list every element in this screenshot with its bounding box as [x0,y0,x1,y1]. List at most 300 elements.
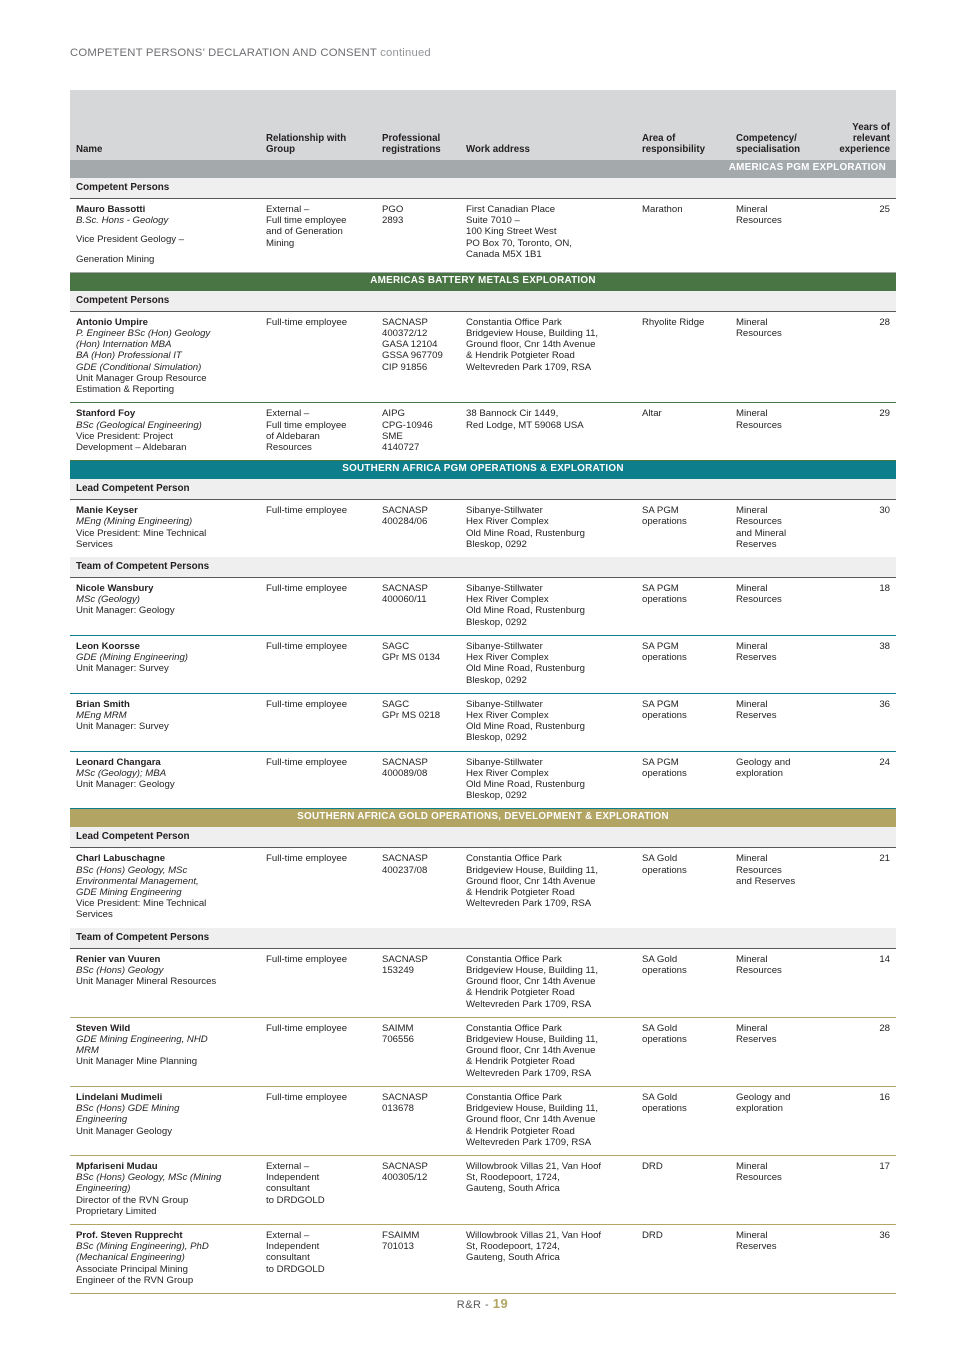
cell-work-address [466,1086,642,1155]
cell-relationship-text [266,699,376,710]
column-header-competency-line1: Competency/ [736,133,797,145]
cell-registrations-text-line: SACNASP [382,582,428,594]
table-row [70,848,896,928]
cell-relationship-text-line: of Aldebaran [266,430,320,442]
cell-work-address-text [466,699,636,744]
cell-relationship-text [266,641,376,652]
cell-relationship [266,311,382,403]
cell-work-address-text-line: Sibanye-Stillwater [466,640,543,652]
person-qualification-line: MSc (Geology) [76,594,140,606]
cell-years-of-experience: 36 [832,1225,896,1294]
table-row [70,1225,896,1294]
cell-work-address-text-line: Hex River Complex [466,594,549,606]
cell-competency-text [736,853,826,887]
cell-work-address-text-line: Hex River Complex [466,709,549,721]
cell-relationship-text-line: Full-time employee [266,1091,348,1103]
cell-competency-text-line: Resources [736,215,782,227]
cell-registrations-text-line: SACNASP [382,953,428,965]
cell-competency-text-line: Reserves [736,1033,777,1045]
footer-page-number: 19 [492,1296,509,1311]
cell-area-of-responsibility-text [642,853,730,875]
cell-work-address-text-line: PO Box 70, Toronto, ON, [466,237,572,249]
cell-registrations-text-line: AIPG [382,408,405,420]
person-qualification [76,865,260,899]
person-qualification-line: Environmental Management, [76,875,199,887]
cell-competency-text [736,408,826,430]
column-header-years-line3: experience [839,144,890,156]
cell-area-of-responsibility [642,693,736,751]
person-name: Renier van Vuuren [76,953,161,965]
cell-competency [736,311,832,403]
column-header-relationship-line2: Group [266,144,296,156]
person-position [76,431,260,453]
person-qualification-line: GDE (Mining Engineering) [76,652,188,664]
cell-work-address-text [466,204,636,260]
cell-registrations-text [382,954,460,976]
cell-work-address [466,693,642,751]
cell-relationship-text [266,583,376,594]
cell-relationship-text [266,505,376,516]
column-header-name [70,118,266,160]
person-qualification-line: B.Sc. Hons - Geology [76,215,169,227]
cell-competency [736,1086,832,1155]
spacer [76,226,260,234]
cell-relationship-text [266,954,376,965]
person-qualification-line: BSc (Geological Engineering) [76,419,202,431]
column-header-years-line2: relevant [852,133,890,145]
cell-relationship-text-line: to DRDGOLD [266,1194,325,1206]
cell-area-of-responsibility-text [642,1230,730,1241]
cell-person [70,751,266,809]
cell-registrations [382,311,466,403]
section-banner: SOUTHERN AFRICA GOLD OPERATIONS, DEVELOPMENT & EXPLORATION [70,809,896,827]
cell-area-of-responsibility-text [642,1092,730,1114]
cell-area-of-responsibility [642,848,736,928]
table-row [70,199,896,273]
cell-competency-text-line: Mineral [736,1160,768,1172]
person-qualification-line: (Mechanical Engineering) [76,1252,185,1264]
cell-relationship-text-line: Full time employee [266,419,347,431]
person-qualification [76,594,260,605]
person-qualification-line: GDE Mining Engineering, NHD [76,1033,208,1045]
person-name: Steven Wild [76,1022,131,1034]
cell-registrations-text [382,583,460,605]
section-banner-row [70,273,896,291]
person-position-line: Unit Manager: Survey [76,663,169,675]
cell-competency-text-line: Resources [736,419,782,431]
cell-work-address [466,1017,642,1086]
cell-work-address-text-line: Constantia Office Park [466,853,562,865]
table-row [70,1017,896,1086]
group-label: Competent Persons [70,291,896,312]
cell-work-address-text-line: Bleskop, 0292 [466,732,527,744]
cell-work-address-text-line: Suite 7010 – [466,215,520,227]
cell-competency-text [736,699,826,721]
group-label: Team of Competent Persons [70,557,896,578]
cell-area-of-responsibility-text-line: SA PGM [642,505,679,517]
person-qualification [76,215,260,226]
person-position [76,1264,260,1286]
person-position [76,234,260,245]
cell-registrations-text [382,317,460,373]
page-footer [0,1296,965,1311]
column-header-name-line2: Name [76,144,103,156]
cell-competency-text [736,1092,826,1114]
running-header-title: COMPETENT PERSONS’ DECLARATION AND CONSENT [70,47,377,59]
cell-work-address-text-line: Bleskop, 0292 [466,538,527,550]
cell-relationship-text-line: consultant [266,1252,310,1264]
column-header-relationship [266,118,382,160]
cell-person [70,199,266,273]
person-position-line: Development – Aldebaran [76,441,187,453]
cell-work-address-text-line: Weltevreden Park 1709, RSA [466,1136,592,1148]
cell-competency [736,1017,832,1086]
person-qualification-line: P. Engineer BSc (Hon) Geology [76,328,211,340]
cell-registrations-text-line: SAGC [382,698,410,710]
person-position-line: Unit Manager Geology [76,1125,172,1137]
cell-area-of-responsibility-text-line: Altar [642,408,662,420]
cell-years-of-experience: 14 [832,948,896,1017]
cell-competency-text [736,204,826,226]
cell-work-address-text [466,1023,636,1079]
person-name: Leon Koorsse [76,640,140,652]
cell-area-of-responsibility-text-line: SA Gold [642,1022,678,1034]
cell-competency [736,1155,832,1224]
cell-work-address [466,1225,642,1294]
table-header-spacer [70,90,896,118]
cell-registrations-text-line: SAIMM [382,1022,414,1034]
cell-work-address-text [466,757,636,802]
cell-competency-text [736,317,826,339]
cell-work-address-text-line: First Canadian Place [466,204,556,216]
cell-area-of-responsibility [642,311,736,403]
person-qualification-line: (Hon) Internation MBA [76,339,172,351]
person-name: Prof. Steven Rupprecht [76,1230,183,1242]
table-row [70,500,896,557]
cell-area-of-responsibility-text-line: SA PGM [642,756,679,768]
person-position [76,605,260,616]
cell-registrations [382,693,466,751]
cell-relationship [266,199,382,273]
cell-registrations-text-line: 400060/11 [382,594,427,606]
column-header-registrations-line1: Professional [382,133,441,145]
person-position-line: Vice President: Mine Technical [76,898,207,910]
cell-competency-text-line: Reserves [736,652,777,664]
cell-competency-text-line: Mineral [736,505,768,517]
cell-work-address [466,199,642,273]
cell-competency-text-line: Mineral [736,953,768,965]
cell-relationship-text [266,408,376,453]
person-position-line: Unit Manager: Survey [76,721,169,733]
section-banner-row [70,160,896,178]
person-position-line: Unit Manager: Geology [76,779,175,791]
cell-registrations-text-line: SACNASP [382,756,428,768]
person-qualification-line: MSc (Geology); MBA [76,767,167,779]
cell-area-of-responsibility-text [642,699,730,721]
cell-work-address-text-line: 38 Bannock Cir 1449, [466,408,559,420]
cell-area-of-responsibility [642,751,736,809]
cell-years-of-experience: 18 [832,577,896,635]
cell-work-address-text-line: Bridgeview House, Building 11, [466,964,599,976]
column-header-work-address-line2: Work address [466,144,530,156]
cell-work-address-text-line: & Hendrik Potgieter Road [466,1125,575,1137]
cell-relationship [266,1086,382,1155]
cell-work-address-text [466,317,636,373]
section-end-rule-cell [70,1294,896,1295]
cell-area-of-responsibility [642,500,736,557]
cell-person [70,693,266,751]
person-name: Lindelani Mudimeli [76,1091,163,1103]
cell-registrations-text-line: SAGC [382,640,410,652]
person-position [76,1056,260,1067]
cell-registrations-text-line: 400237/08 [382,864,428,876]
cell-area-of-responsibility-text [642,583,730,605]
cell-registrations-text-line: SACNASP [382,316,428,328]
column-header-years-line1: Years of [852,122,890,133]
cell-work-address-text [466,954,636,1010]
person-qualification [76,1172,260,1194]
table-row [70,1086,896,1155]
cell-area-of-responsibility-text [642,505,730,527]
cell-competency-text [736,757,826,779]
cell-competency [736,635,832,693]
cell-area-of-responsibility-text-line: SA Gold [642,853,678,865]
cell-competency-text [736,1230,826,1252]
person-position [76,976,260,987]
section-end-rule [70,1294,896,1295]
cell-competency-text-line: Resources [736,594,782,606]
cell-competency-text-line: Reserves [736,709,777,721]
table-row [70,635,896,693]
cell-registrations-text-line: 4140727 [382,441,420,453]
cell-work-address [466,577,642,635]
cell-relationship [266,577,382,635]
cell-years-of-experience: 25 [832,199,896,273]
spacer [76,246,260,254]
cell-competency-text-line: Mineral [736,408,768,420]
cell-registrations [382,635,466,693]
section-banner-row [70,809,896,827]
cell-work-address-text-line: & Hendrik Potgieter Road [466,350,575,362]
cell-relationship-text-line: Full-time employee [266,582,348,594]
cell-relationship-text-line: Full-time employee [266,953,348,965]
section-banner: SOUTHERN AFRICA PGM OPERATIONS & EXPLORATION [70,461,896,479]
cell-registrations-text-line: SACNASP [382,853,428,865]
cell-relationship-text [266,1023,376,1034]
cell-relationship-text-line: Full time employee [266,215,347,227]
cell-work-address-text-line: Constantia Office Park [466,1091,562,1103]
cell-work-address-text [466,853,636,909]
cell-registrations-text-line: GSSA 967709 [382,350,443,362]
cell-work-address-text-line: Sibanye-Stillwater [466,505,543,517]
cell-work-address-text-line: Bleskop, 0292 [466,790,527,802]
cell-registrations-text-line: 153249 [382,964,415,976]
cell-competency [736,403,832,461]
cell-area-of-responsibility-text [642,641,730,663]
person-name: Charl Labuschagne [76,853,166,865]
cell-registrations-text-line: GASA 12104 [382,339,438,351]
cell-competency-text-line: Mineral [736,582,768,594]
cell-registrations-text [382,1092,460,1114]
person-position-line: Unit Manager Mineral Resources [76,976,217,988]
cell-registrations-text-line: SME [382,430,403,442]
person-qualification-line: BA (Hon) Professional IT [76,350,182,362]
cell-registrations [382,1225,466,1294]
person-position [76,528,260,550]
cell-years-of-experience: 28 [832,1017,896,1086]
cell-work-address-text-line: Ground floor, Cnr 14th Avenue [466,976,596,988]
cell-registrations-text-line: SACNASP [382,1091,428,1103]
cell-area-of-responsibility-text-line: SA PGM [642,640,679,652]
footer-label: R&R - [456,1299,490,1311]
cell-competency-text-line: exploration [736,1103,783,1115]
cell-years-of-experience: 16 [832,1086,896,1155]
cell-competency-text-line: and Reserves [736,875,796,887]
group-label: Lead Competent Person [70,479,896,500]
cell-relationship [266,1225,382,1294]
cell-work-address-text-line: Ground floor, Cnr 14th Avenue [466,1045,596,1057]
cell-area-of-responsibility-text-line: operations [642,516,687,528]
table-column-headers [70,118,896,160]
cell-competency-text-line: Resources [736,1172,782,1184]
person-qualification [76,328,260,373]
cell-relationship [266,751,382,809]
person-position [76,898,260,920]
cell-relationship-text-line: Independent [266,1172,320,1184]
cell-relationship-text-line: Independent [266,1241,320,1253]
cell-person [70,1225,266,1294]
cell-competency-text [736,1023,826,1045]
cell-area-of-responsibility-text-line: SA PGM [642,582,679,594]
person-position-line: Director of the RVN Group [76,1194,189,1206]
cell-registrations-text-line: 400372/12 [382,328,428,340]
cell-competency [736,577,832,635]
cell-area-of-responsibility [642,577,736,635]
cell-registrations-text [382,408,460,453]
cell-area-of-responsibility-text-line: Rhyolite Ridge [642,316,705,328]
cell-years-of-experience: 21 [832,848,896,928]
cell-relationship-text [266,204,376,249]
person-position-line: Unit Manager Mine Planning [76,1056,198,1068]
person-position-line: Vice President: Mine Technical [76,527,207,539]
cell-area-of-responsibility-text-line: operations [642,767,687,779]
person-qualification-line: MRM [76,1045,99,1057]
cell-competency-text-line: Reserves [736,1241,777,1253]
cell-work-address-text-line: Hex River Complex [466,767,549,779]
person-position-secondary [76,254,260,265]
cell-registrations-text-line: GPr MS 0134 [382,652,441,664]
person-qualification-line: GDE Mining Engineering [76,887,182,899]
cell-area-of-responsibility-text [642,757,730,779]
cell-work-address-text-line: & Hendrik Potgieter Road [466,987,575,999]
cell-area-of-responsibility-text-line: SA PGM [642,698,679,710]
cell-relationship [266,693,382,751]
cell-work-address-text-line: Weltevreden Park 1709, RSA [466,898,592,910]
cell-relationship-text-line: Full-time employee [266,1022,348,1034]
table-row [70,751,896,809]
cell-work-address-text-line: Old Mine Road, Rustenburg [466,779,585,791]
cell-years-of-experience: 38 [832,635,896,693]
person-qualification-line: MEng MRM [76,709,127,721]
person-position-line: Engineer of the RVN Group [76,1274,194,1286]
cell-work-address-text-line: Sibanye-Stillwater [466,756,543,768]
cell-area-of-responsibility-text-line: DRD [642,1160,663,1172]
person-position-line: Unit Manager: Geology [76,605,175,617]
cell-relationship [266,500,382,557]
cell-registrations-text [382,757,460,779]
person-qualification [76,1034,260,1056]
cell-registrations [382,199,466,273]
person-name: Brian Smith [76,698,130,710]
cell-person [70,1086,266,1155]
column-header-registrations [382,118,466,160]
cell-registrations [382,751,466,809]
cell-registrations-text-line: 400089/08 [382,767,428,779]
table-row [70,693,896,751]
cell-work-address [466,403,642,461]
cell-work-address-text-line: Bridgeview House, Building 11, [466,1103,599,1115]
cell-work-address-text-line: Constantia Office Park [466,1022,562,1034]
cell-competency-text-line: Mineral [736,640,768,652]
cell-registrations-text-line: PGO [382,204,404,216]
cell-years-of-experience: 17 [832,1155,896,1224]
cell-work-address-text-line: 100 King Street West [466,226,557,238]
cell-registrations [382,577,466,635]
person-position-line: Proprietary Limited [76,1205,157,1217]
cell-area-of-responsibility [642,948,736,1017]
cell-registrations [382,1017,466,1086]
column-header-relationship-line1: Relationship with [266,133,347,145]
cell-competency-text [736,954,826,976]
cell-registrations-text-line: GPr MS 0218 [382,709,441,721]
cell-area-of-responsibility-text [642,1023,730,1045]
cell-relationship-text-line: Full-time employee [266,505,348,517]
person-position [76,721,260,732]
cell-area-of-responsibility-text-line: operations [642,652,687,664]
cell-work-address-text-line: Ground floor, Cnr 14th Avenue [466,339,596,351]
cell-work-address-text-line: Bridgeview House, Building 11, [466,864,599,876]
cell-work-address-text-line: St, Roodepoort, 1724, [466,1172,560,1184]
cell-competency [736,693,832,751]
cell-work-address-text-line: & Hendrik Potgieter Road [466,1056,575,1068]
cell-area-of-responsibility-text [642,1161,730,1172]
person-qualification-line: BSc (Hons) Geology, MSc (Mining [76,1172,222,1184]
cell-competency [736,948,832,1017]
cell-competency-text-line: Reserves [736,538,777,550]
cell-competency-text-line: Mineral [736,698,768,710]
cell-relationship-text-line: Full-time employee [266,698,348,710]
cell-relationship-text [266,853,376,864]
competent-persons-table-wrap [70,90,896,1294]
person-position-line: Vice President: Project [76,430,173,442]
cell-work-address [466,1155,642,1224]
cell-registrations-text [382,853,460,875]
cell-registrations-text-line: 400284/06 [382,516,428,528]
person-name: Mpfariseni Mudau [76,1160,158,1172]
cell-competency [736,751,832,809]
cell-competency-text-line: Mineral [736,316,768,328]
cell-registrations [382,1086,466,1155]
table-row [70,403,896,461]
cell-registrations [382,403,466,461]
cell-relationship-text-line: External – [266,204,310,216]
person-position-line: Vice President Geology – [76,234,185,246]
cell-work-address-text [466,408,636,430]
cell-area-of-responsibility-text-line: operations [642,709,687,721]
cell-person [70,500,266,557]
cell-relationship [266,1155,382,1224]
person-name: Antonio Umpire [76,316,148,328]
